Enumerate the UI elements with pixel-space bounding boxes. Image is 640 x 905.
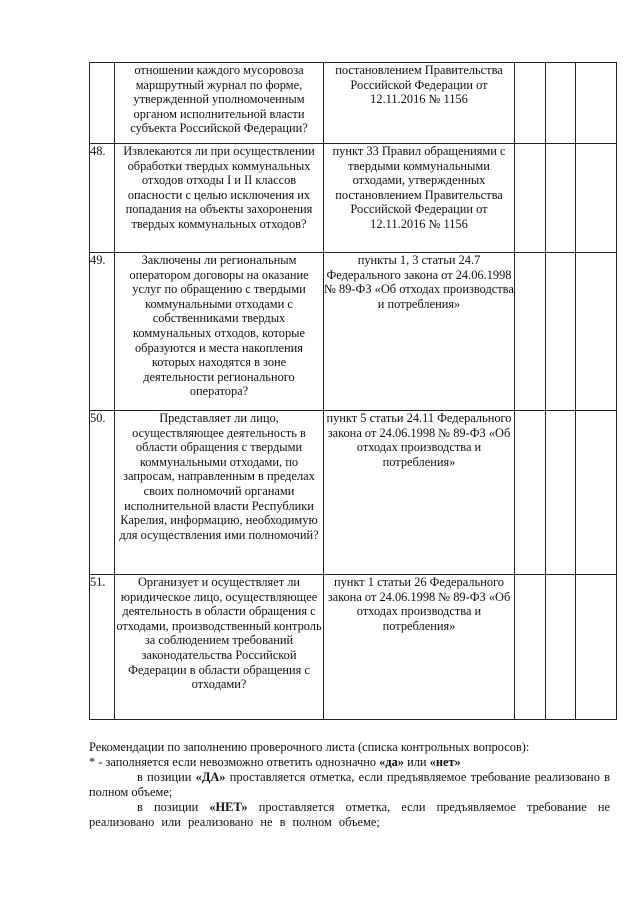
answer-na-cell <box>576 63 617 144</box>
answer-no-cell <box>546 63 576 144</box>
note-yes-term: «ДА» <box>195 770 226 784</box>
note-no-term: «нет» <box>429 755 461 769</box>
question-cell: Представляет ли лицо, осуществляющее деятельность в области обращения с твердыми коммунальными отходами, по запросам, направленным в пределах своих полномочий органами исполнительной власти Республики Карелия, информацию, необходимую для осуществления ими полномочий? <box>115 411 324 575</box>
note-text: или <box>403 755 430 769</box>
note-yes-term: «да» <box>379 755 404 769</box>
answer-yes-cell <box>515 144 546 253</box>
note-text: проставляется отметка, если предъявляемое требование реализовано в полном объеме; <box>89 770 610 799</box>
row-number: 48. <box>90 144 115 253</box>
question-cell: Организует и осуществляет ли юридическое лицо, осуществляющее деятельность в области обращения с отходами, производственный контроль за соблюдением требований законодательства Российской Федерации в области обращения с отходами? <box>115 575 324 720</box>
table-row <box>90 144 617 253</box>
recommendation-asterisk <box>89 755 610 770</box>
note-text: в позиции <box>137 800 210 814</box>
note-text: * - заполняется если невозможно ответить однозначно <box>89 755 380 769</box>
table-row <box>90 63 617 144</box>
answer-yes-cell <box>515 253 546 411</box>
recommendation-no <box>89 800 610 830</box>
table-row <box>90 253 617 411</box>
row-number: 51. <box>90 575 115 720</box>
row-number: 49. <box>90 253 115 411</box>
table-row <box>90 575 617 720</box>
legal-basis-cell: пункт 5 статьи 24.11 Федерального закона от 24.06.1998 № 89-ФЗ «Об отходах производства и потребления» <box>324 411 515 575</box>
question-cell: Извлекаются ли при осуществлении обработки твердых коммунальных отходов отходы I и II классов опасности с целью исключения их попадания на объекты захоронения твердых коммунальных отходов? <box>115 144 324 253</box>
note-no-term: «НЕТ» <box>209 800 248 814</box>
table-row <box>90 411 617 575</box>
legal-basis-cell: постановлением Правительства Российской Федерации от 12.11.2016 № 1156 <box>324 63 515 144</box>
answer-na-cell <box>576 253 617 411</box>
row-number: 50. <box>90 411 115 575</box>
filling-recommendations <box>89 740 610 830</box>
answer-no-cell <box>546 575 576 720</box>
question-cell: отношении каждого мусоровоза маршрутный журнал по форме, утвержденной уполномоченным органом исполнительной власти субъекта Российской Федерации? <box>115 63 324 144</box>
recommendations-heading: Рекомендации по заполнению проверочного листа (списка контрольных вопросов): <box>89 740 530 754</box>
answer-na-cell <box>576 411 617 575</box>
legal-basis-cell: пункт 1 статьи 26 Федерального закона от 24.06.1998 № 89-ФЗ «Об отходах производства и потребления» <box>324 575 515 720</box>
recommendation-yes <box>89 770 610 800</box>
checklist-table <box>89 62 617 720</box>
answer-no-cell <box>546 144 576 253</box>
legal-basis-cell: пункт 33 Правил обращениями с твердыми коммунальными отходами, утвержденных постановлением Правительства Российской Федерации от 12.11.2016 № 1156 <box>324 144 515 253</box>
row-number <box>90 63 115 144</box>
answer-no-cell <box>546 411 576 575</box>
answer-yes-cell <box>515 575 546 720</box>
note-text: в позиции <box>137 770 196 784</box>
answer-na-cell <box>576 575 617 720</box>
question-cell: Заключены ли региональным оператором договоры на оказание услуг по обращению с твердыми коммунальными отходами с собственниками твердых коммунальных отходов, которые образуются и места накопления которых находятся в зоне деятельности регионального оператора? <box>115 253 324 411</box>
answer-yes-cell <box>515 411 546 575</box>
answer-yes-cell <box>515 63 546 144</box>
answer-no-cell <box>546 253 576 411</box>
note-text: проставляется отметка, если предъявляемое требование не реализовано или реализовано не в полном объеме; <box>89 800 610 829</box>
legal-basis-cell: пункты 1, 3 статьи 24.7 Федерального закона от 24.06.1998 № 89-ФЗ «Об отходах производства и потребления» <box>324 253 515 411</box>
answer-na-cell <box>576 144 617 253</box>
